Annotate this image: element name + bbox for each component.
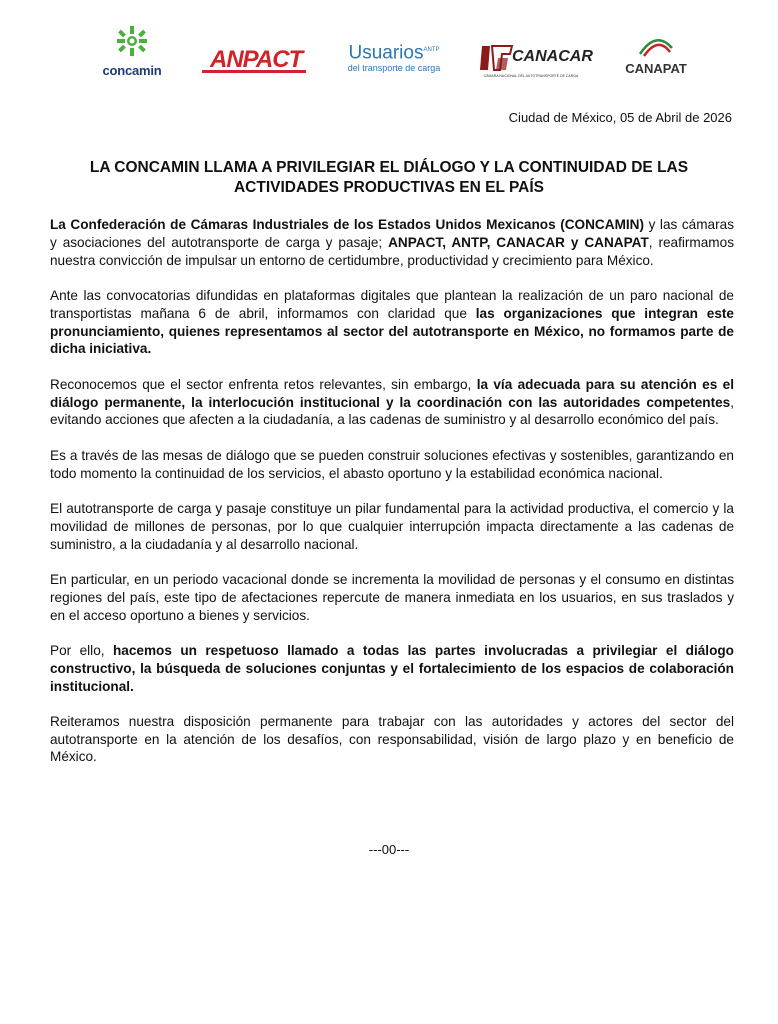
paragraph (50, 216, 734, 269)
bold-text: La Confederación de Cámaras Industriales de los Estados Unidos Mexicanos (CONCAMIN) (50, 217, 645, 232)
canacar-logo-subtext: CÁMARA NACIONAL DEL AUTOTRANSPORTE DE CARGA (483, 74, 579, 78)
document-body (50, 216, 734, 784)
paragraph (50, 642, 734, 695)
document-title: LA CONCAMIN LLAMA A PRIVILEGIAR EL DIÁLOGO Y LA CONTINUIDAD DE LAS ACTIVIDADES PRODUCTIVAS EN EL PAÍS (89, 159, 689, 196)
usuarios-logo-text: Usuarios (348, 42, 424, 64)
usuarios-logo-sup: ANTP (423, 47, 440, 53)
document-date: Ciudad de México, 05 de Abril de 2026 (508, 110, 732, 125)
closing-mark: ---00--- (368, 842, 410, 857)
canapat-swoosh-icon (636, 34, 676, 58)
body-text: Reiteramos nuestra disposición permanente para trabajar con las autoridades y actores del sector del autotransporte en la atención de los desafíos, con responsabilidad, visión de largo plazo y en beneficio de México. (50, 713, 734, 765)
body-text: En particular, en un periodo vacacional donde se incrementa la movilidad de personas y el consumo en distintas regiones del país, este tipo de afectaciones repercute de manera inmediata en los usuarios, en sus traslados y en el acceso oportuno a bienes y servicios. (50, 571, 734, 623)
canapat-logo (616, 34, 696, 76)
bold-text: hacemos un respetuoso llamado a todas las partes involucradas a privilegiar el diálogo constructivo, la búsqueda de soluciones conjuntas y el fortalecimiento de los espacios de colaboración institucional. (50, 642, 734, 694)
body-text: Es a través de las mesas de diálogo que se pueden construir soluciones efectivas y sostenibles, garantizando en todo momento la continuidad de los servicios, el abasto oportuno y la estabilidad económica nacional. (50, 447, 734, 481)
canapat-logo-text: CANAPAT (625, 61, 687, 76)
concamin-logo (92, 24, 172, 78)
body-text: El autotransporte de carga y pasaje constituye un pilar fundamental para la actividad productiva, el comercio y la movilidad de millones de personas, por lo que cualquier interrupción impacta directamente a las cadenas de suministro, a la ciudadanía y al desarrollo nacional. (50, 500, 734, 552)
body-text: Por ello, (50, 642, 113, 658)
paragraph (50, 447, 734, 483)
body-text: y las cámaras y asociaciones del autotransporte de carga y pasaje; (50, 217, 734, 250)
bold-text: ANPACT, ANTP, CANACAR y CANAPAT (388, 234, 649, 250)
concamin-emblem-icon (112, 24, 152, 58)
usuarios-logo (334, 40, 454, 73)
paragraph (50, 500, 734, 553)
body-text: Reconocemos que el sector enfrenta retos relevantes, sin embargo, (50, 376, 477, 392)
anpact-logo (202, 44, 306, 74)
paragraph (50, 376, 734, 429)
bold-text: la vía adecuada para su atención es el diálogo permanente, la interlocución institucional y la coordinación con las autoridades competentes (50, 376, 734, 410)
paragraph (50, 571, 734, 624)
body-text: , evitando acciones que afecten a la ciudadanía, a las cadenas de suministro y al desarrollo económico del país. (50, 394, 734, 428)
concamin-logo-text: concamin (102, 63, 162, 78)
paragraph (50, 713, 734, 766)
logo-header (0, 20, 778, 90)
canacar-logo-text: CANACAR (512, 48, 593, 65)
usuarios-logo-subtext: del transporte de carga (347, 63, 441, 74)
body-text: , reafirmamos nuestra convicción de impulsar un entorno de certidumbre, productividad y crecimiento para México. (50, 234, 734, 268)
anpact-logo-text: ANPACT (210, 46, 303, 73)
paragraph (50, 287, 734, 358)
bold-text: las organizaciones que integran este pronunciamiento, quienes representamos al sector del autotransporte en México, no formamos parte de dicha iniciativa. (50, 305, 734, 357)
body-text: Ante las convocatorias difundidas en plataformas digitales que plantean la realización de un paro nacional de transportistas mañana 6 de abril, informamos con claridad que (50, 287, 734, 321)
